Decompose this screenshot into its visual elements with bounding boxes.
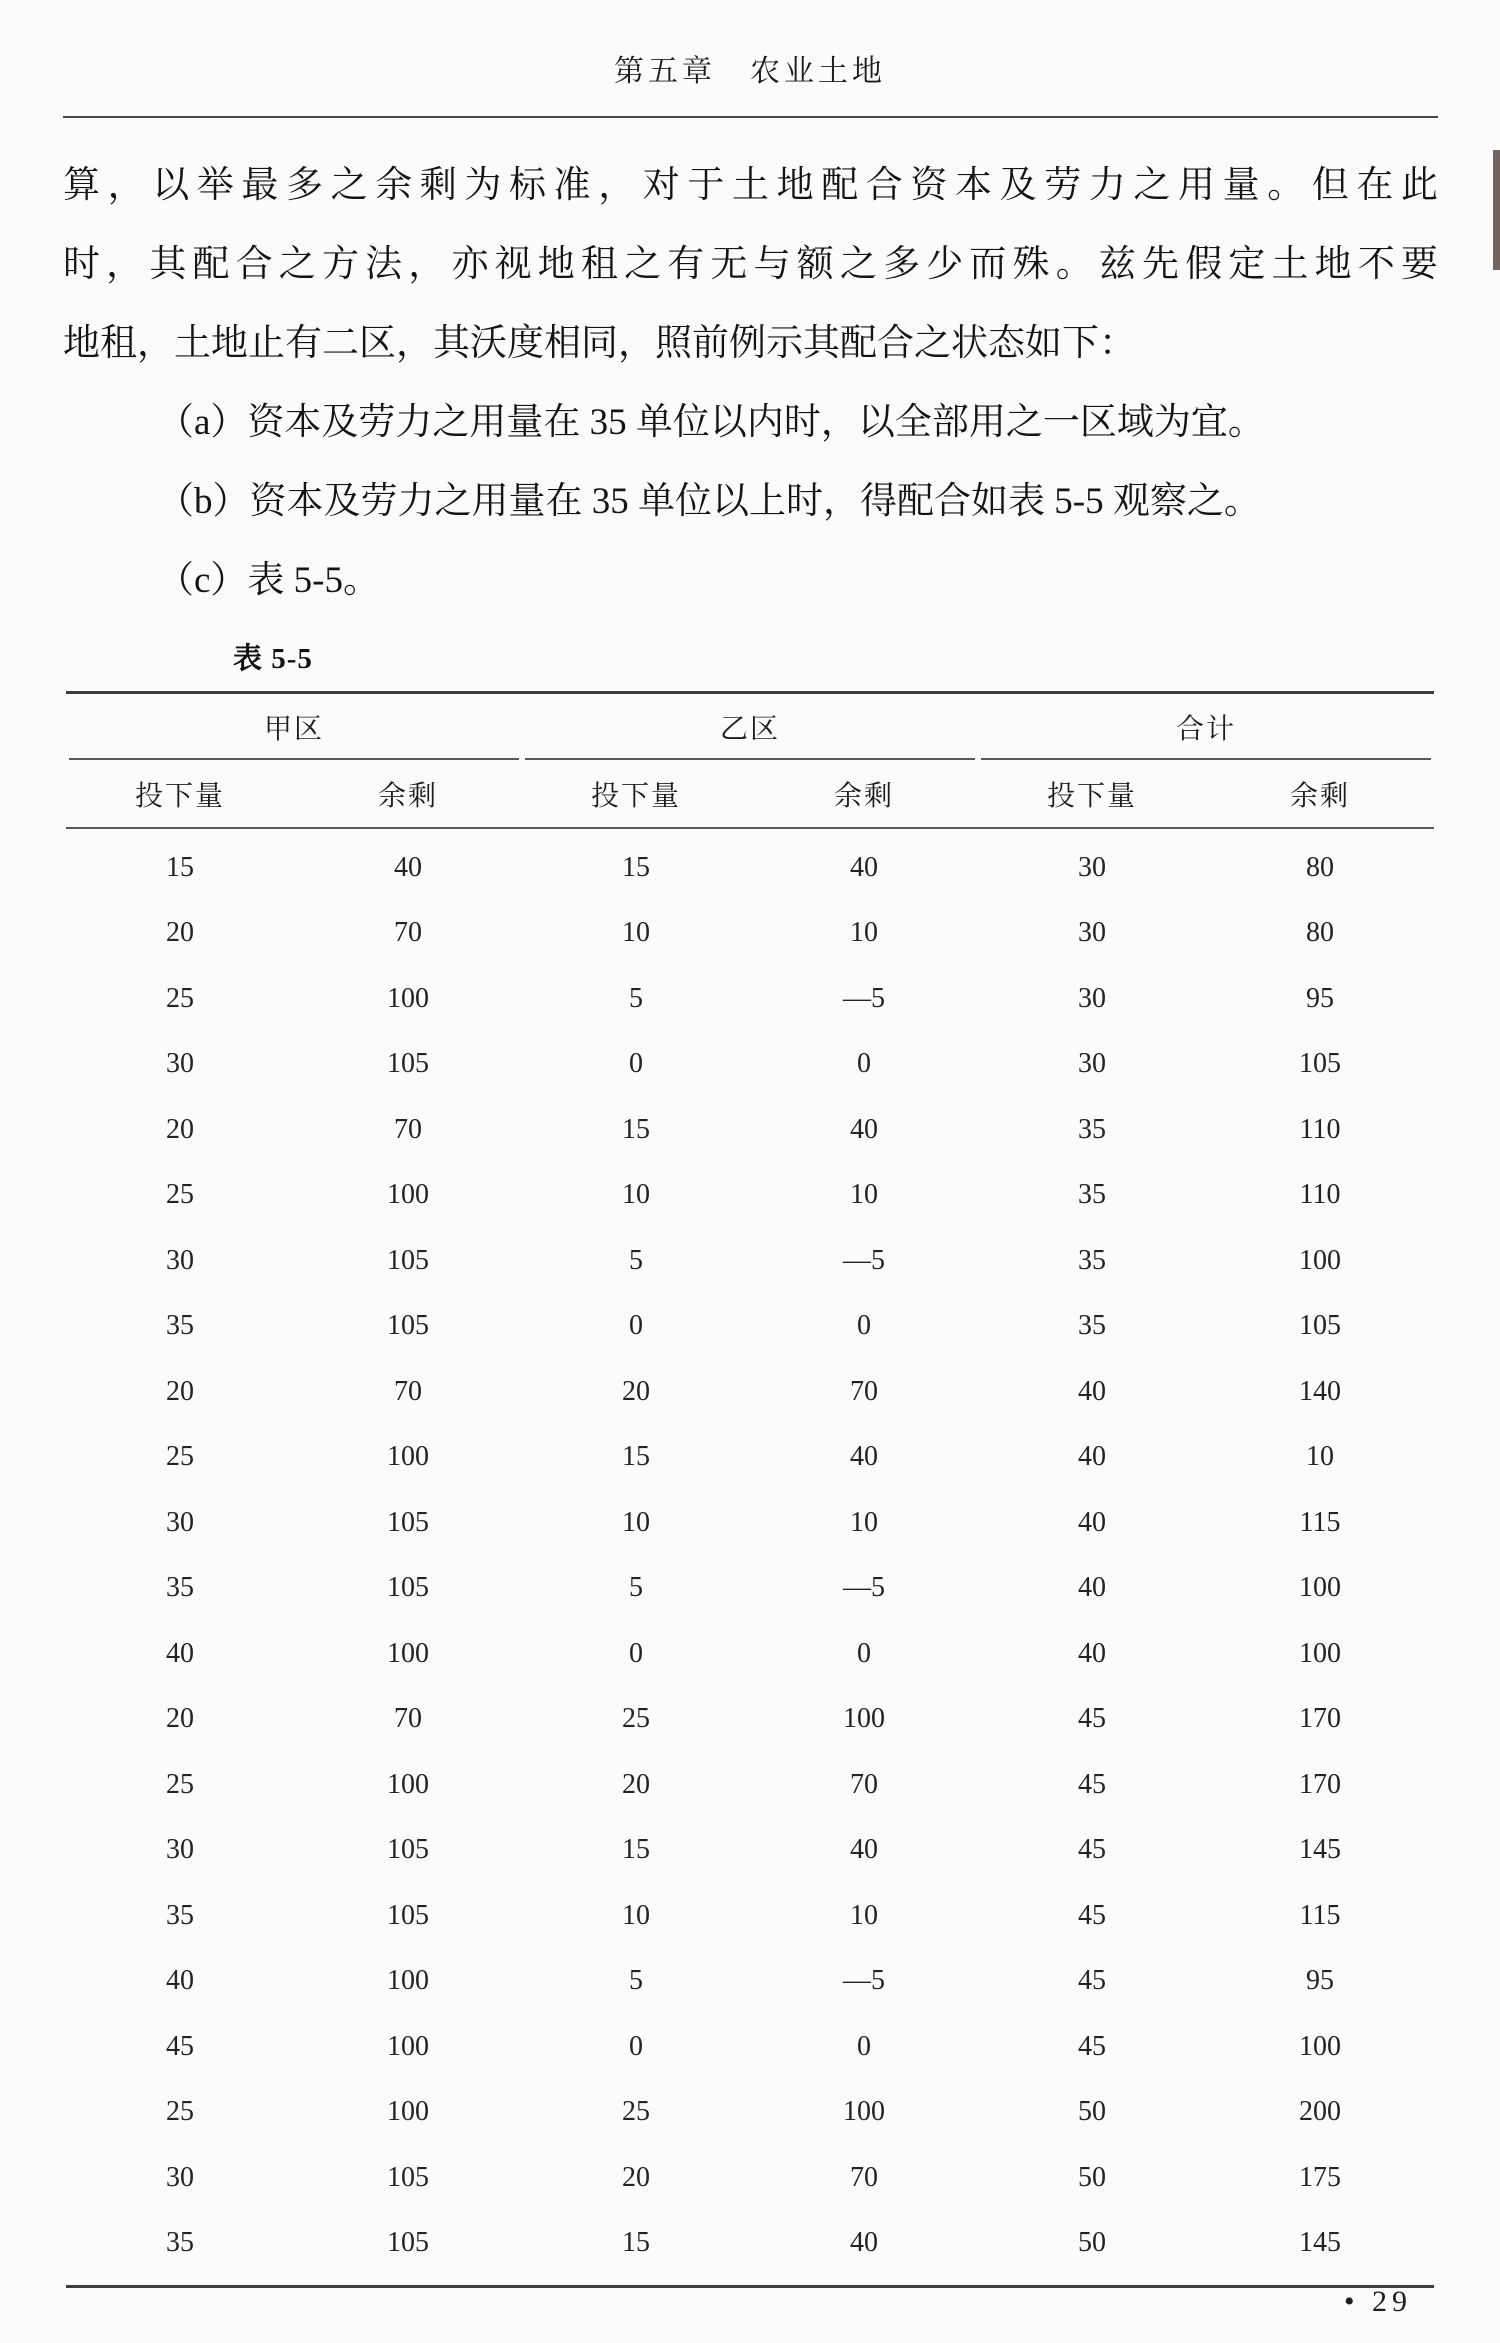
- table-cell: 0: [857, 1310, 871, 1342]
- table-cell: 50: [1078, 2096, 1106, 2128]
- paragraph-line: 算，以举最多之余剩为标准，对于土地配合资本及劳力之用量。但在此: [63, 165, 1438, 206]
- table-cell: 40: [850, 1113, 878, 1145]
- table-cell: 40: [1078, 1572, 1106, 1604]
- table-cell: 40: [1078, 1637, 1106, 1669]
- table-row: [66, 2080, 1434, 2146]
- table-cell: 40: [1078, 1375, 1106, 1407]
- table-cell: 105: [387, 1572, 429, 1604]
- table-row: [66, 1883, 1434, 1949]
- table-cell: 80: [1306, 851, 1334, 883]
- table-cell: 35: [1078, 1113, 1106, 1145]
- table-row: [66, 1097, 1434, 1163]
- table-cell: 45: [1078, 2030, 1106, 2062]
- table-row: [66, 2145, 1434, 2211]
- table-cell: 95: [1306, 982, 1334, 1014]
- table-row: [66, 966, 1434, 1032]
- table-cell: 30: [1078, 851, 1106, 883]
- scan-edge-artifact: [1493, 150, 1500, 270]
- table-cell: 40: [394, 851, 422, 883]
- column-header: 余剩: [377, 781, 438, 812]
- table-cell: 0: [857, 1637, 871, 1669]
- column-header: 余剩: [833, 781, 894, 812]
- table-cell: 25: [166, 1768, 194, 1800]
- table-cell: 115: [1299, 1506, 1341, 1538]
- table-cell: 5: [629, 1572, 643, 1604]
- table-cell: 105: [1299, 1310, 1341, 1342]
- table-cell: 0: [629, 1048, 643, 1080]
- table-cell: 40: [850, 1441, 878, 1473]
- table-cell: 45: [1078, 1834, 1106, 1866]
- table-cell: 100: [387, 1965, 429, 1997]
- table-cell: 95: [1306, 1965, 1334, 1997]
- table-row: [66, 1032, 1434, 1098]
- table-cell: 200: [1299, 2096, 1341, 2128]
- table-cell: 35: [166, 2227, 194, 2259]
- table-cell: 15: [622, 1113, 650, 1145]
- table-cell: 0: [629, 2030, 643, 2062]
- table-caption: 表 5-5: [233, 643, 313, 675]
- table-cell: 30: [1078, 982, 1106, 1014]
- table-cell: 40: [166, 1965, 194, 1997]
- table-cell: 35: [1078, 1310, 1106, 1342]
- table-cell: 0: [629, 1637, 643, 1669]
- table-cell: 45: [1078, 1965, 1106, 1997]
- header-rule: [63, 116, 1438, 118]
- table-cell: 145: [1299, 2227, 1341, 2259]
- table-cell: 100: [1299, 2030, 1341, 2062]
- table-row: [66, 1556, 1434, 1622]
- table-cell: 105: [387, 2227, 429, 2259]
- table-cell: 145: [1299, 1834, 1341, 1866]
- table-cell: 35: [166, 1310, 194, 1342]
- table-cell: 45: [1078, 1899, 1106, 1931]
- table-row: [66, 1949, 1434, 2015]
- table-cell: 100: [843, 1703, 885, 1735]
- table-cell: 110: [1299, 1113, 1341, 1145]
- table-row: [66, 1228, 1434, 1294]
- table-row: [66, 2014, 1434, 2080]
- table-cell: 10: [850, 1899, 878, 1931]
- table-cell: 170: [1299, 1703, 1341, 1735]
- table-cell: 35: [166, 1899, 194, 1931]
- table-cell: 35: [1078, 1179, 1106, 1211]
- table-row: [66, 1818, 1434, 1884]
- table-cell: 45: [1078, 1703, 1106, 1735]
- table-cell: 105: [387, 1310, 429, 1342]
- list-item-a: （a）资本及劳力之用量在 35 单位以内时，以全部用之一区域为宜。: [157, 402, 1265, 443]
- table-cell: 70: [850, 1768, 878, 1800]
- table-cell: 15: [166, 851, 194, 883]
- data-table: [66, 691, 1434, 2288]
- table-cell: 100: [387, 2030, 429, 2062]
- table-cell: 25: [622, 1703, 650, 1735]
- table-body: [66, 829, 1434, 2285]
- table-cell: 10: [850, 1506, 878, 1538]
- table-cell: 105: [387, 1834, 429, 1866]
- table-cell: —5: [843, 982, 885, 1014]
- paragraph-line: 地租，土地止有二区，其沃度相同，照前例示其配合之状态如下：: [63, 323, 1136, 364]
- table-cell: 15: [622, 1441, 650, 1473]
- table-cell: 30: [166, 1834, 194, 1866]
- table-cell: 10: [622, 917, 650, 949]
- table-cell: 100: [1299, 1572, 1341, 1604]
- table-cell: 30: [1078, 1048, 1106, 1080]
- table-cell: 20: [166, 1703, 194, 1735]
- group-header-total: 合计: [981, 694, 1431, 760]
- table-cell: 30: [166, 1244, 194, 1276]
- table-cell: 0: [857, 1048, 871, 1080]
- list-item-c: （c）表 5-5。: [157, 560, 380, 601]
- table-cell: 110: [1299, 1179, 1341, 1211]
- table-row: [66, 1752, 1434, 1818]
- paragraph-line: 时，其配合之方法，亦视地租之有无与额之多少而殊。兹先假定土地不要: [63, 244, 1438, 285]
- table-cell: 45: [166, 2030, 194, 2062]
- table-row: [66, 1621, 1434, 1687]
- table-row: [66, 835, 1434, 901]
- table-cell: 20: [622, 2161, 650, 2193]
- table-cell: 70: [850, 2161, 878, 2193]
- table-cell: 100: [387, 1179, 429, 1211]
- page-number: • 29: [1343, 2285, 1412, 2318]
- table-cell: 50: [1078, 2161, 1106, 2193]
- table-cell: 100: [387, 1768, 429, 1800]
- table-cell: 20: [622, 1375, 650, 1407]
- table-cell: 5: [629, 982, 643, 1014]
- table-cell: 15: [622, 851, 650, 883]
- table-cell: 100: [1299, 1244, 1341, 1276]
- table-cell: 0: [629, 1310, 643, 1342]
- body-text: [63, 146, 1438, 620]
- table-cell: 35: [166, 1572, 194, 1604]
- table-cell: 40: [850, 1834, 878, 1866]
- table-row: [66, 1359, 1434, 1425]
- table-cell: 40: [1078, 1441, 1106, 1473]
- table-cell: 25: [166, 1179, 194, 1211]
- table-cell: 70: [394, 1375, 422, 1407]
- table-cell: 100: [1299, 1637, 1341, 1669]
- table-row: [66, 1687, 1434, 1753]
- table-group-header-row: [66, 694, 1434, 760]
- group-header-zone-a: 甲区: [69, 694, 519, 760]
- table-cell: 10: [850, 1179, 878, 1211]
- table-row: [66, 1294, 1434, 1360]
- table-cell: 100: [387, 1441, 429, 1473]
- table-cell: 70: [850, 1375, 878, 1407]
- list-item-b: （b）资本及劳力之用量在 35 单位以上时，得配合如表 5-5 观察之。: [157, 481, 1261, 522]
- table-cell: 25: [622, 2096, 650, 2128]
- table-cell: 30: [166, 2161, 194, 2193]
- table-cell: 100: [843, 2096, 885, 2128]
- table-row: [66, 1425, 1434, 1491]
- table-cell: 10: [622, 1899, 650, 1931]
- column-header: 余剩: [1289, 781, 1350, 812]
- column-header: 投下量: [590, 781, 681, 812]
- table-cell: 105: [1299, 1048, 1341, 1080]
- table-cell: 100: [387, 2096, 429, 2128]
- table-cell: 20: [166, 1375, 194, 1407]
- table-cell: 15: [622, 1834, 650, 1866]
- table-cell: 25: [166, 2096, 194, 2128]
- table-row: [66, 1490, 1434, 1556]
- table-cell: 5: [629, 1965, 643, 1997]
- table-cell: 35: [1078, 1244, 1106, 1276]
- table-cell: —5: [843, 1965, 885, 1997]
- table-row: [66, 901, 1434, 967]
- column-header: 投下量: [1046, 781, 1137, 812]
- table-cell: 20: [622, 1768, 650, 1800]
- table-cell: 105: [387, 1244, 429, 1276]
- table-cell: 40: [166, 1637, 194, 1669]
- table-cell: 25: [166, 1441, 194, 1473]
- table-cell: —5: [843, 1572, 885, 1604]
- table-cell: 40: [850, 851, 878, 883]
- table-cell: 30: [166, 1048, 194, 1080]
- table-cell: 20: [166, 1113, 194, 1145]
- table-cell: 40: [1078, 1506, 1106, 1538]
- table-cell: 105: [387, 1506, 429, 1538]
- table-cell: 140: [1299, 1375, 1341, 1407]
- table-cell: 10: [1306, 1441, 1334, 1473]
- table-column-header-row: [66, 760, 1434, 829]
- table-cell: 30: [166, 1506, 194, 1538]
- table-cell: 105: [387, 1048, 429, 1080]
- table-cell: 100: [387, 982, 429, 1014]
- column-header: 投下量: [134, 781, 225, 812]
- table-cell: 40: [850, 2227, 878, 2259]
- table-cell: 70: [394, 917, 422, 949]
- table-cell: 80: [1306, 917, 1334, 949]
- table-cell: 30: [1078, 917, 1106, 949]
- table-cell: 10: [622, 1179, 650, 1211]
- table-cell: 105: [387, 1899, 429, 1931]
- table-cell: 15: [622, 2227, 650, 2259]
- table-cell: 25: [166, 982, 194, 1014]
- table-cell: 70: [394, 1113, 422, 1145]
- table-cell: 105: [387, 2161, 429, 2193]
- table-cell: 10: [850, 917, 878, 949]
- table-cell: 70: [394, 1703, 422, 1735]
- table-cell: 10: [622, 1506, 650, 1538]
- table-cell: 5: [629, 1244, 643, 1276]
- table-cell: 0: [857, 2030, 871, 2062]
- table-row: [66, 1163, 1434, 1229]
- table-cell: 50: [1078, 2227, 1106, 2259]
- table-cell: —5: [843, 1244, 885, 1276]
- running-head: 第五章 农业土地: [614, 55, 886, 88]
- table-row: [66, 2211, 1434, 2277]
- table-cell: 115: [1299, 1899, 1341, 1931]
- group-header-zone-b: 乙区: [525, 694, 975, 760]
- table-cell: 20: [166, 917, 194, 949]
- table-cell: 45: [1078, 1768, 1106, 1800]
- table-cell: 100: [387, 1637, 429, 1669]
- table-cell: 175: [1299, 2161, 1341, 2193]
- table-cell: 170: [1299, 1768, 1341, 1800]
